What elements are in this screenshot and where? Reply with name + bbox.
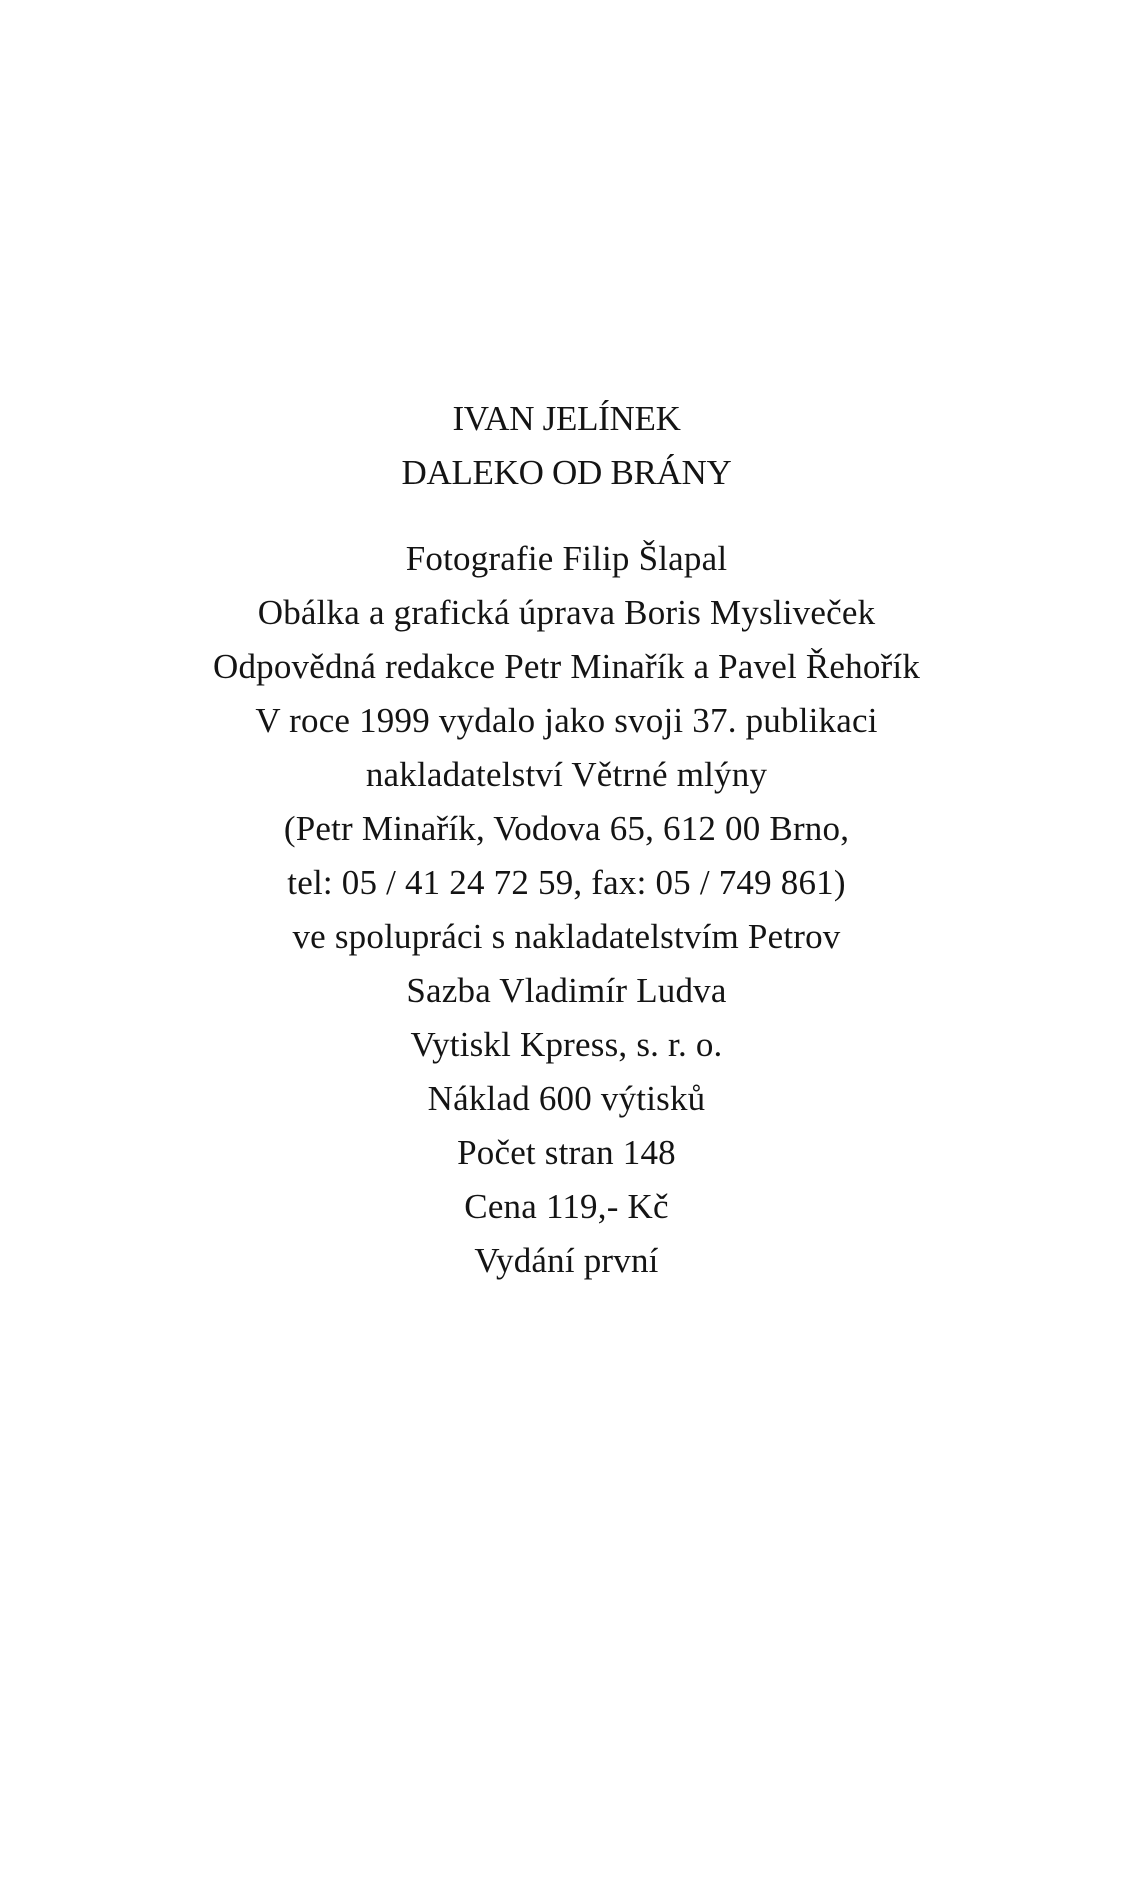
credit-publication-note: V roce 1999 vydalo jako svoji 37. publikaci (255, 701, 878, 740)
credit-printer: Vytiskl Kpress, s. r. o. (410, 1025, 723, 1064)
credit-publisher: nakladatelství Větrné mlýny (365, 755, 768, 794)
book-heading (0, 392, 1133, 500)
credit-photography: Fotografie Filip Šlapal (405, 539, 728, 578)
author-name: IVAN JELÍNEK (452, 399, 681, 438)
credit-typesetting: Sazba Vladimír Ludva (406, 971, 727, 1010)
credit-publisher-contact: tel: 05 / 41 24 72 59, fax: 05 / 749 861) (287, 863, 846, 902)
credit-price: Cena 119,- Kč (464, 1187, 669, 1226)
colophon-credits (0, 532, 1133, 1288)
book-title: DALEKO OD BRÁNY (401, 453, 732, 492)
credit-co-publisher: ve spolupráci s nakladatelstvím Petrov (292, 917, 841, 956)
credit-print-run: Náklad 600 výtisků (427, 1079, 706, 1118)
credit-page-count: Počet stran 148 (457, 1133, 676, 1172)
credit-cover-design: Obálka a grafická úprava Boris Mysliveček (257, 593, 876, 632)
credit-publisher-address: (Petr Minařík, Vodova 65, 612 00 Brno, (283, 809, 850, 848)
credit-editors: Odpovědná redakce Petr Minařík a Pavel Řehořík (212, 647, 921, 686)
credit-edition: Vydání první (474, 1241, 659, 1280)
